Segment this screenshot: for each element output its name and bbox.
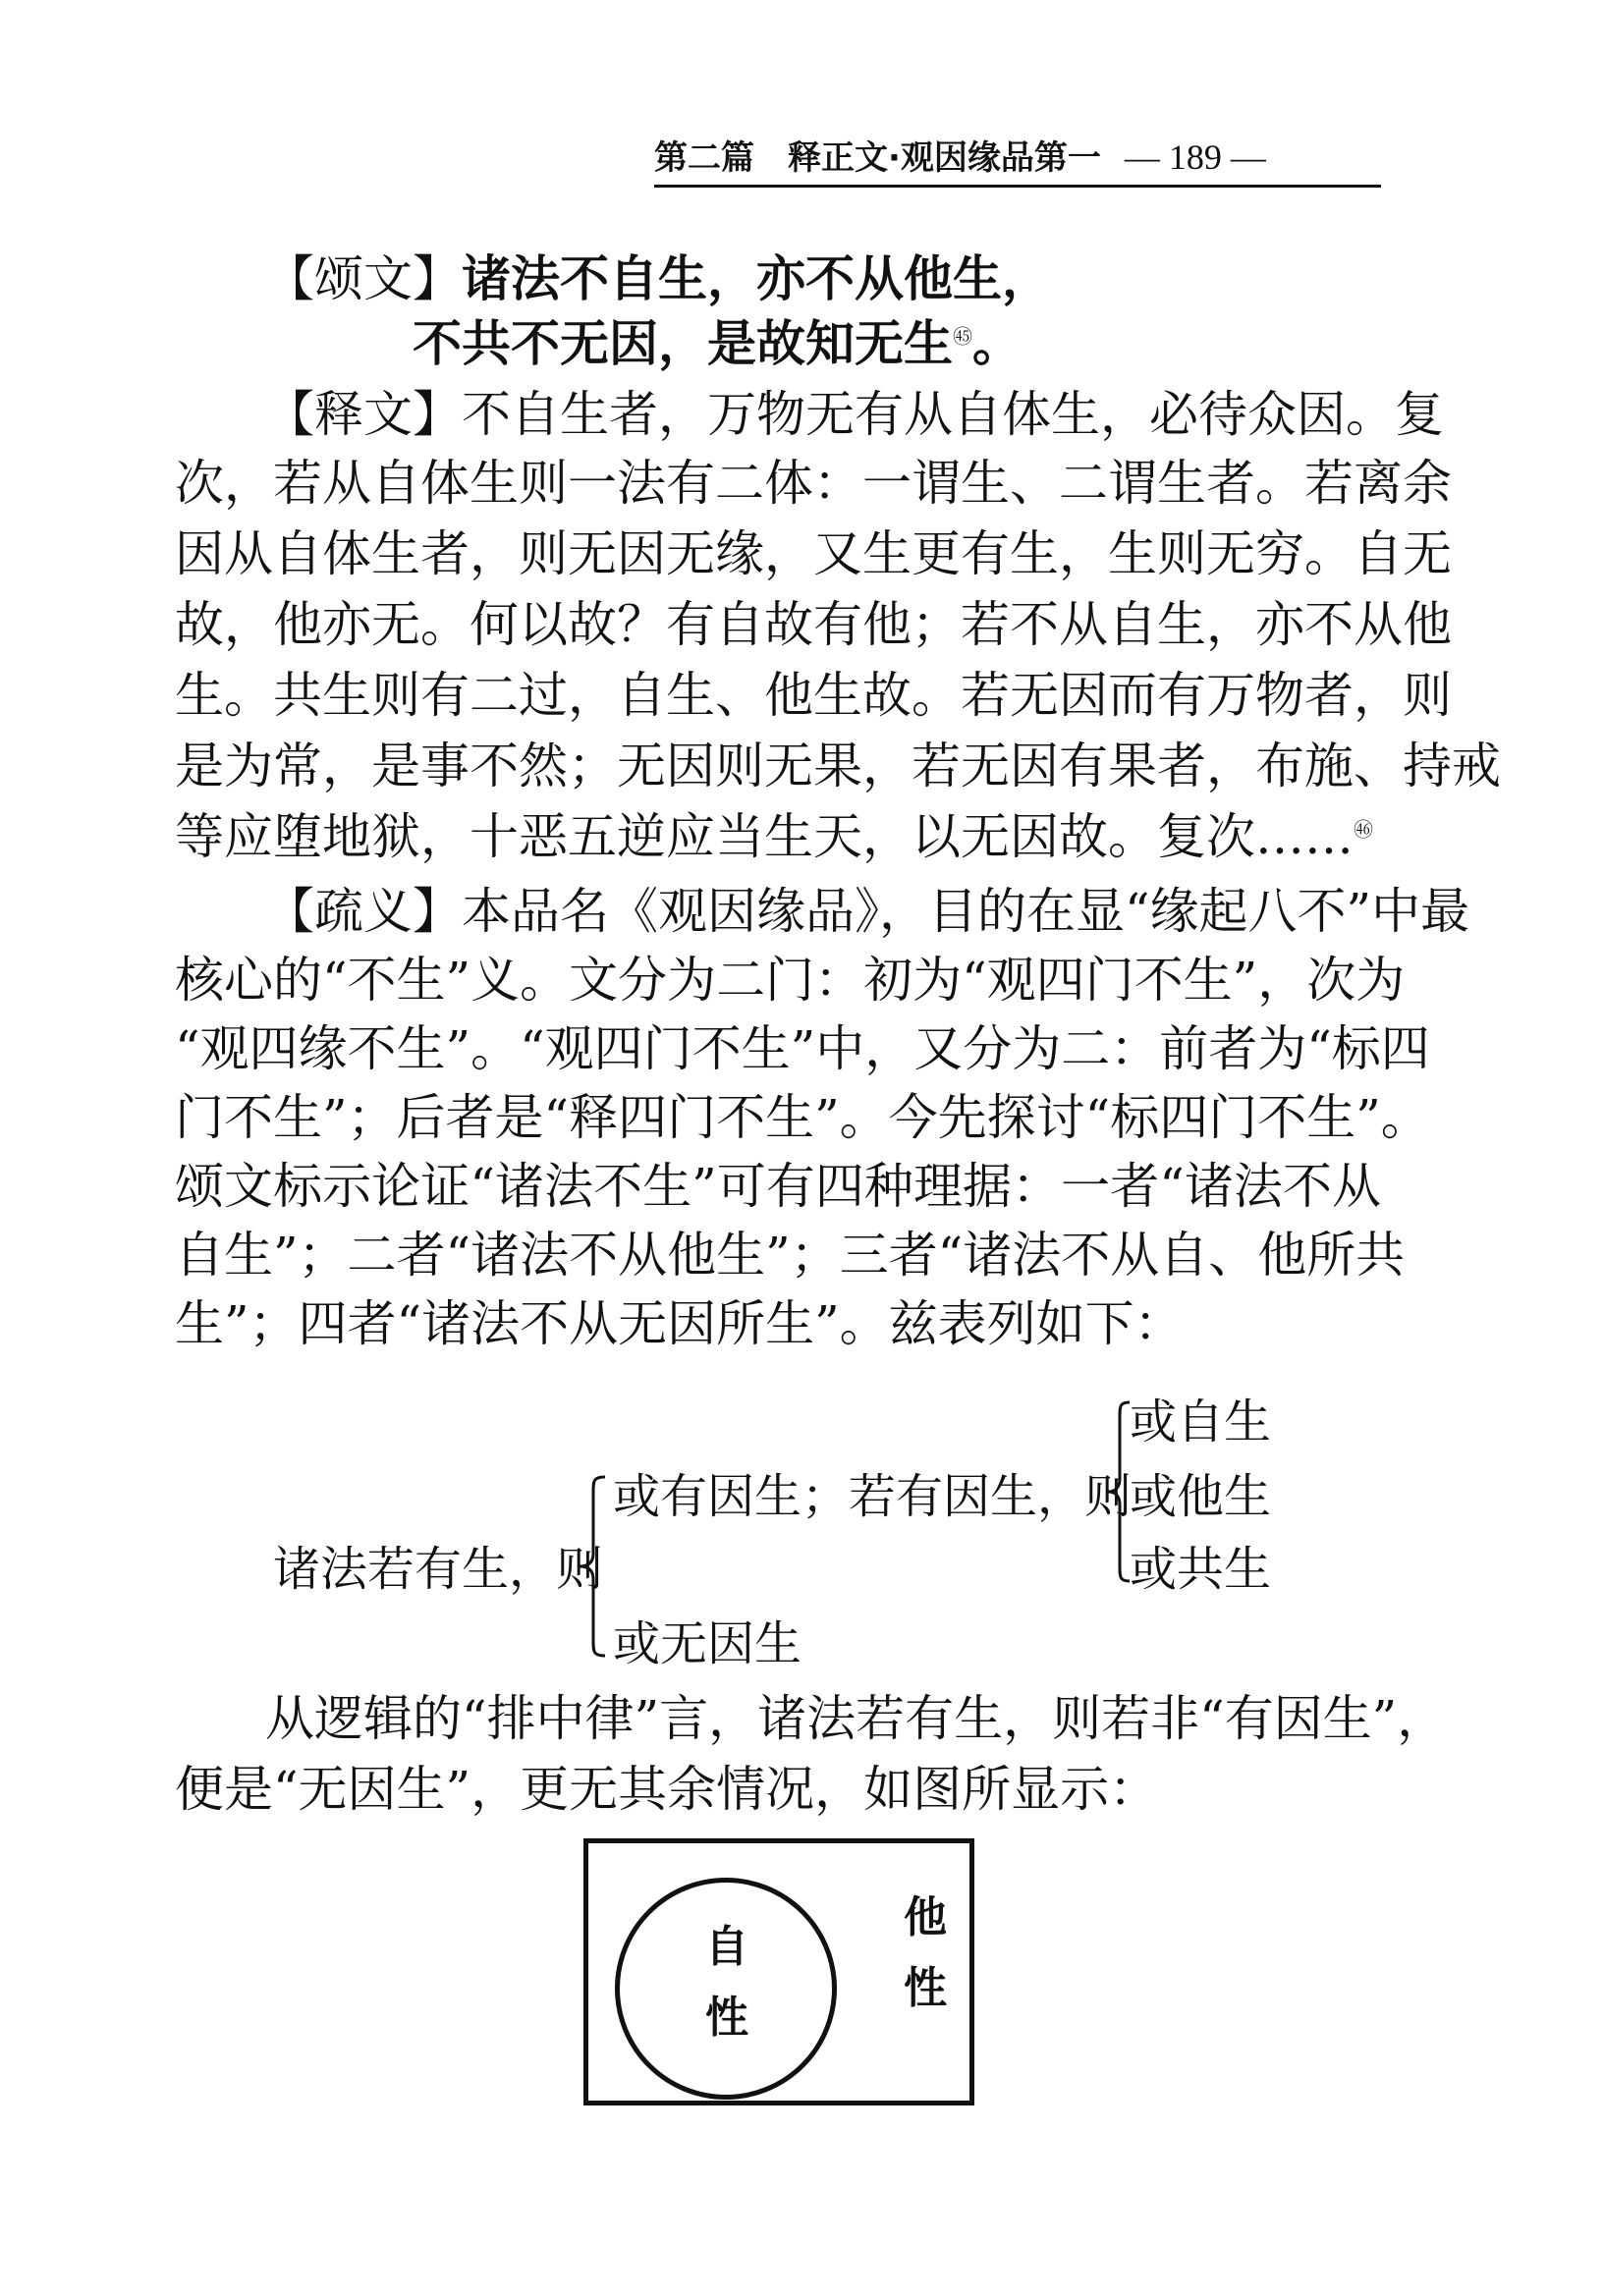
header-rule	[654, 185, 1381, 188]
structure-branch-no-cause: 或无因生	[613, 1616, 802, 1671]
exposition-line-1	[265, 880, 1470, 943]
commentary-line-4: 故，他亦无。何以故？有自故有他；若不从自生，亦不从他	[175, 596, 1452, 653]
verse-text-2-end: 。	[972, 315, 1022, 372]
exposition-line-6: 自生”；二者“诸法不从他生”；三者“诸法不从自、他所共	[175, 1227, 1406, 1284]
commentary-line-1	[265, 383, 1444, 446]
exposition-line-4: 门不生”；后者是“释四门不生”。今先探讨“标四门不生”。	[175, 1089, 1430, 1146]
verse-line-2	[413, 312, 1022, 375]
commentary-line-7	[175, 805, 1373, 868]
verse-line-1	[265, 247, 1051, 310]
verse-text-1: 诸法不自生，亦不从他生，	[462, 250, 1051, 307]
commentary-line-6: 是为常，是事不然；无因则无果，若无因有果者，布施、持戒	[175, 738, 1501, 794]
diagram-inner-char-2: 性	[705, 1993, 748, 2043]
structure-root: 诸法若有生，则	[273, 1542, 604, 1597]
closing-line-1: 从逻辑的“排中律”言，诸法若有生，则若非“有因生”，	[265, 1690, 1447, 1747]
diagram-outer-char-2: 性	[904, 1963, 947, 2013]
exposition-line-2: 核心的“不生”义。文分为二门：初为“观四门不生”，次为	[175, 952, 1406, 1009]
exposition-text: 本品名《观因缘品》，目的在显“缘起八不”中最	[462, 883, 1470, 940]
brace-left	[574, 1473, 613, 1660]
page-number: — 189 —	[1124, 137, 1266, 177]
verse-label: 【颂文】	[265, 250, 462, 307]
exposition-line-3: “观四缘不生”。“观四门不生”中，又分为二：前者为“标四	[175, 1020, 1430, 1077]
running-header	[654, 136, 1381, 179]
exposition-line-5: 颂文标示论证“诸法不生”可有四种理据：一者“诸法不从	[175, 1158, 1381, 1215]
diagram-outer-char-1: 他	[904, 1892, 947, 1942]
commentary-line-5: 生。共生则有二过，自生、他生故。若无因而有万物者，则	[175, 667, 1452, 724]
closing-line-2: 便是“无因生”，更无其余情况，如图所显示：	[175, 1761, 1159, 1818]
structure-branch-cause: 或有因生；若有因生，则	[613, 1469, 1133, 1524]
commentary-line-2: 次，若从自体生则一法有二体：一谓生、二谓生者。若离余	[175, 455, 1452, 512]
structure-sub-both: 或共生	[1130, 1542, 1272, 1597]
verse-text-2: 不共不无因，是故知无生	[413, 315, 953, 372]
commentary-text-last: 等应堕地狱，十恶五逆应当生天，以无因故。复次……	[175, 808, 1354, 865]
brace-right	[1104, 1398, 1133, 1585]
exposition-line-7: 生”；四者“诸法不从无因所生”。兹表列如下：	[175, 1295, 1184, 1352]
structure-sub-other: 或他生	[1130, 1469, 1272, 1524]
commentary-label: 【释文】	[265, 386, 462, 443]
commentary-footnote-ref: ㊻	[1354, 817, 1373, 842]
diagram-self-nature-circle	[615, 1878, 837, 2100]
verse-footnote-ref: ㊺	[953, 324, 972, 349]
exposition-label: 【疏义】	[265, 883, 462, 940]
diagram-inner-char-1: 自	[705, 1922, 748, 1972]
header-title: 第二篇 释正文·观因缘品第一	[654, 138, 1101, 178]
commentary-text: 不自生者，万物无有从自体生，必待众因。复	[462, 386, 1444, 443]
commentary-line-3: 因从自体生者，则无因无缘，又生更有生，生则无穷。自无	[175, 525, 1452, 582]
structure-sub-self: 或自生	[1130, 1394, 1272, 1449]
